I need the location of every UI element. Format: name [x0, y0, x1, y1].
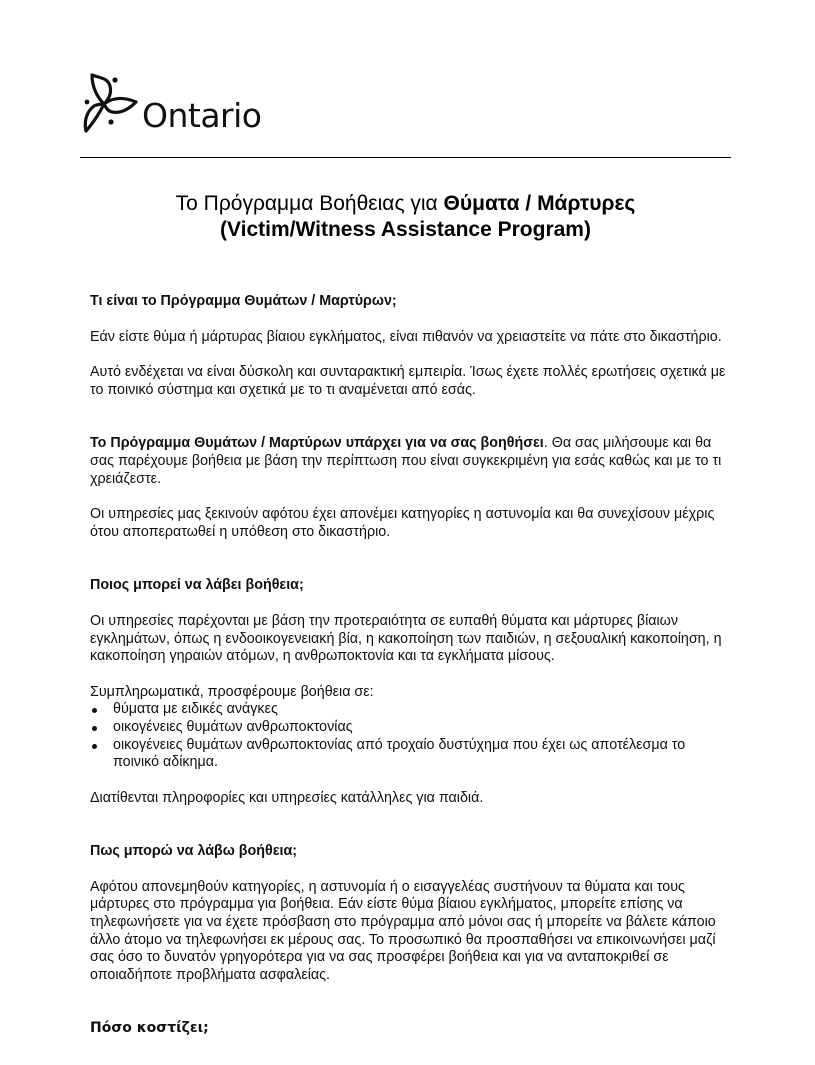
paragraph-program-exists: Το Πρόγραμμα Θυμάτων / Μαρτύρων υπάρχει για να σας βοηθήσει. Θα σας μιλήσουμε και θα σας παρέχουμε βοήθεια με βάση την περίπτωση που είναι συγκεκριμένη για εσάς καθώς και με το τι χρειάζεστε. — [90, 435, 722, 487]
section-heading-how-to-get-help: Πως μπορώ να λάβω βοήθεια; — [90, 843, 298, 860]
paragraph: Αφότου απονεμηθούν κατηγορίες, η αστυνομία ή ο εισαγγελέας συστήνουν τα θύματα και τους μάρτυρες στο πρόγραμμα για βοήθεια. Εάν είστε θύμα βίαιου εγκλήματος, μπορείτε επίσης να τηλεφωνήσετε για να έχετε πρόσβαση στο πρόγραμμα από μόνοι σας ή μπορείτε να βάλετε κάποιο άλλο άτομο να τηλεφωνήσει εκ μέρους σας. Το προσωπικό θα προσπαθήσει να επικοινωνήσει μαζί σας όσο το δυνατόν γρηγορότερα για να σας προσφέρει βοήθεια και για να ανταποκριθεί σε οποιαδήποτε προβλήματα ασφαλείας. — [90, 878, 716, 983]
list-item: οικογένειες θυμάτων ανθρωποκτονίας — [90, 719, 730, 737]
paragraph: Διατίθενται πληροφορίες και υπηρεσίες κατάλληλες για παιδιά. — [90, 789, 484, 806]
page-title — [80, 191, 731, 243]
ontario-logo — [82, 70, 261, 134]
document-body — [90, 293, 730, 1038]
paragraph: Οι υπηρεσίες παρέχονται με βάση την προτεραιότητα σε ευπαθή θύματα και μάρτυρες βίαιων εγκλημάτων, όπως η ενδοοικογενειακή βία, η κακοποίηση των παιδιών, η σεξουαλική κακοποίηση, η κακοποίηση γηραιών ατόμων, η ανθρωποκτονία και τα εγκλήματα μίσους. — [90, 612, 722, 665]
paragraph: Αυτό ενδέχεται να είναι δύσκολη και συνταρακτική εμπειρία. Ίσως έχετε πολλές ερωτήσεις σχετικά με το ποινικό σύστημα και σχετικά με το τι αναμένεται από εσάς. — [90, 364, 726, 398]
paragraph: Εάν είστε θύμα ή μάρτυρας βίαιου εγκλήματος, είναι πιθανόν να χρειαστείτε να πάτε στο δικαστήριο. — [90, 328, 722, 345]
header-divider — [80, 157, 731, 158]
title-line-1: Το Πρόγραμμα Βοήθειας για Θύματα / Μάρτυρες — [175, 192, 636, 215]
logo-wordmark: Ontario — [142, 96, 262, 135]
list-intro: Συμπληρωματικά, προσφέρουμε βοήθεια σε: — [90, 683, 374, 700]
trillium-icon — [82, 72, 140, 134]
section-heading-what-is: Τι είναι το Πρόγραμμα Θυμάτων / Μαρτύρων; — [90, 293, 397, 309]
list-item: οικογένειες θυμάτων ανθρωποκτονίας από τροχαίο δυστύχημα που έχει ως αποτέλεσμα το ποινικό αδίκημα. — [90, 737, 730, 772]
paragraph: Οι υπηρεσίες μας ξεκινούν αφότου έχει απονέμει κατηγορίες η αστυνομία και θα συνεχίσουν μέχρις ότου αποπερατωθεί η υπόθεση στο δικαστήριο. — [90, 506, 715, 540]
assistance-list — [90, 701, 730, 771]
list-item: θύματα με ειδικές ανάγκες — [90, 701, 730, 719]
section-heading-cost: Πόσο κοστίζει; — [90, 1020, 209, 1037]
section-heading-who-can-get-help: Ποιος μπορεί να λάβει βοήθεια; — [90, 577, 304, 594]
title-line-2: (Victim/Witness Assistance Program) — [220, 218, 591, 241]
